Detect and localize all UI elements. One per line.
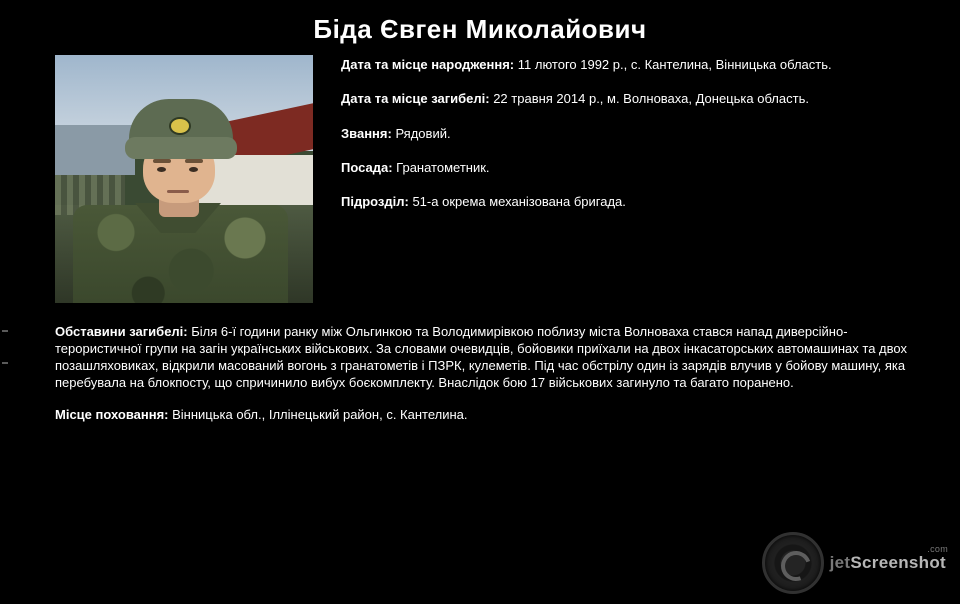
photo-mouth — [167, 190, 189, 193]
detail-row-unit — [341, 194, 940, 210]
watermark-text-jet: jet — [829, 553, 851, 572]
detail-label-rank: Звання: — [341, 125, 392, 141]
circumstances-label: Обставини загибелі: — [55, 324, 188, 339]
burial-label: Місце поховання: — [55, 406, 169, 422]
profile-section — [0, 55, 960, 303]
watermark-text — [829, 544, 948, 573]
detail-row-birth — [341, 57, 940, 73]
detail-row-rank — [341, 126, 940, 142]
detail-row-death — [341, 91, 940, 107]
detail-value-death: 22 травня 2014 р., м. Волноваха, Донецька область. — [489, 91, 809, 107]
camera-shutter-icon — [762, 532, 824, 594]
detail-value-rank: Рядовий. — [391, 125, 451, 141]
photo-background-wall-left — [55, 125, 135, 175]
photo-hat-brim — [125, 137, 237, 159]
detail-label-birth: Дата та місце народження: — [341, 57, 515, 72]
photo-eye-left — [157, 167, 166, 172]
left-edge-mark-top — [2, 330, 8, 332]
burial-text: Вінницька обл., Іллінецький район, с. Кантелина. — [168, 406, 468, 422]
burial-paragraph — [55, 406, 912, 423]
watermark-text-domain: .com — [927, 544, 948, 554]
detail-value-position: Гранатометник. — [392, 159, 490, 175]
detail-value-birth: 11 лютого 1992 р., с. Кантелина, Вінницька область. — [514, 57, 832, 72]
detail-label-death: Дата та місце загибелі: — [341, 91, 490, 107]
photo-eyebrow-left — [153, 159, 171, 163]
photo-eye-right — [189, 167, 198, 172]
photo-eyebrow-right — [185, 159, 203, 163]
page-title: Біда Євген Миколайович — [313, 14, 647, 44]
detail-value-unit: 51-а окрема механізована бригада. — [408, 194, 626, 209]
soldier-photo — [55, 55, 313, 303]
detail-label-unit: Підрозділ: — [341, 194, 409, 209]
circumstances-text: Біля 6-ї години ранку між Ольгинкою та Володимирівкою поблизу міста Волноваха стався напад диверсійно-терористичної групи на загін українських військових. За словами очевидців, бойовики приїхали на двох інкасаторських автомашинах та двох позашляховиках, відкрили масований вогонь з гранатометів і ПЗРК, кулеметів. Під час обстрілу один із зарядів влучив у бойову машину, яка перебувала на блокпосту, що спричинило вибух боєкомплекту. Внаслідок бою 17 військових загинуло та багато поранено. — [55, 324, 907, 391]
watermark-text-screenshot: Screenshot — [850, 553, 946, 572]
detail-label-position: Посада: — [341, 159, 393, 175]
photo-cockade-badge — [169, 117, 191, 135]
left-edge-mark-bottom — [2, 362, 8, 364]
circumstances-paragraph — [55, 323, 912, 392]
narrative-section — [0, 303, 960, 423]
detail-row-position — [341, 160, 940, 176]
detail-list — [313, 55, 940, 228]
watermark — [762, 532, 946, 594]
